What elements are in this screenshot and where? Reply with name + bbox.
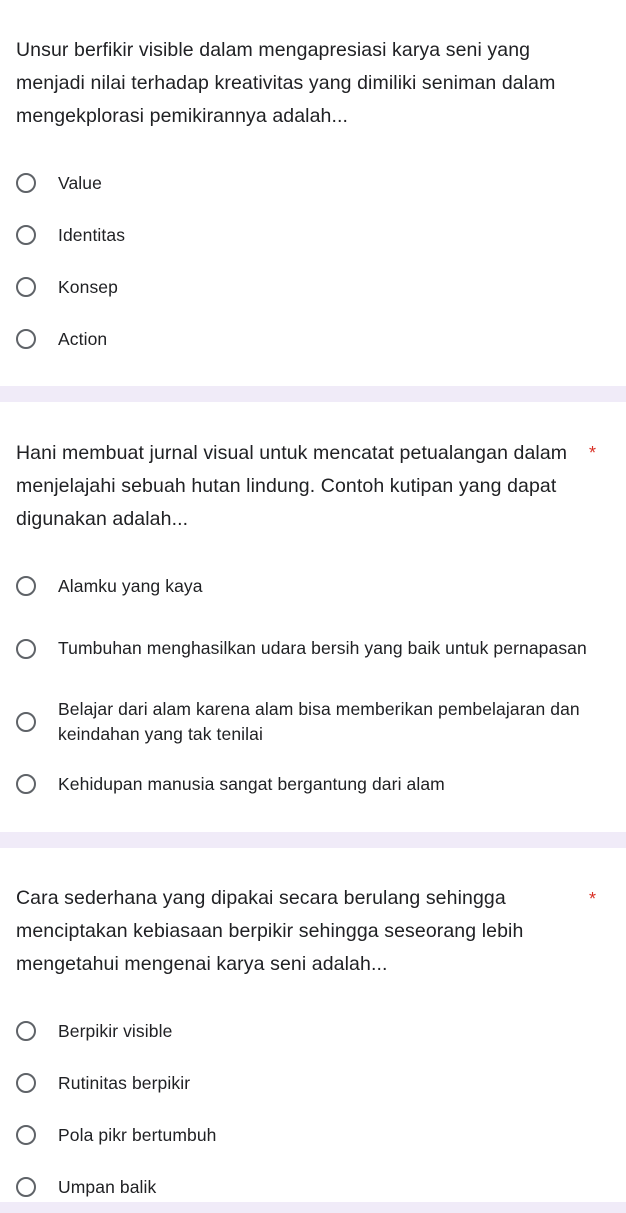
radio-button-icon[interactable] <box>16 277 36 297</box>
radio-group <box>16 560 610 810</box>
radio-option[interactable] <box>16 209 610 261</box>
radio-button-icon[interactable] <box>16 639 36 659</box>
radio-option[interactable] <box>16 261 610 313</box>
radio-button-icon[interactable] <box>16 1073 36 1093</box>
radio-button-icon[interactable] <box>16 576 36 596</box>
radio-option[interactable] <box>16 1109 610 1161</box>
radio-button-icon[interactable] <box>16 1021 36 1041</box>
question-card-1 <box>0 0 626 386</box>
radio-button-icon[interactable] <box>16 329 36 349</box>
option-label: Konsep <box>58 276 118 297</box>
radio-button-icon[interactable] <box>16 173 36 193</box>
option-label: Identitas <box>58 224 126 245</box>
required-asterisk: * <box>588 443 596 463</box>
option-label: Rutinitas berpikir <box>58 1072 191 1093</box>
radio-option[interactable] <box>16 758 610 810</box>
radio-option[interactable] <box>16 313 610 365</box>
option-label: Pola pikr bertumbuh <box>58 1124 217 1145</box>
radio-button-icon[interactable] <box>16 1177 36 1197</box>
question-card-2 <box>0 402 626 832</box>
radio-group <box>16 157 610 365</box>
option-label: Berpikir visible <box>58 1020 173 1041</box>
radio-option[interactable] <box>16 1005 610 1057</box>
radio-option[interactable] <box>16 1057 610 1109</box>
option-label: Tumbuhan menghasilkan udara bersih yang baik untuk pernapasan <box>58 638 587 658</box>
radio-group <box>16 1005 610 1213</box>
radio-option[interactable] <box>16 612 610 685</box>
radio-option[interactable] <box>16 1161 610 1213</box>
option-label: Value <box>58 172 102 193</box>
option-label: Alamku yang kaya <box>58 575 203 596</box>
option-label: Belajar dari alam karena alam bisa memberikan pembelajaran dan keindahan yang tak tenilai <box>58 698 580 744</box>
radio-button-icon[interactable] <box>16 712 36 732</box>
radio-button-icon[interactable] <box>16 774 36 794</box>
question-title: Cara sederhana yang dipakai secara berulang sehingga menciptakan kebiasaan berpikir sehingga seseorang lebih mengetahui mengenai karya seni adalah... <box>16 887 524 975</box>
radio-button-icon[interactable] <box>16 1125 36 1145</box>
radio-button-icon[interactable] <box>16 225 36 245</box>
option-label: Umpan balik <box>58 1176 157 1197</box>
option-label: Kehidupan manusia sangat bergantung dari alam <box>58 773 445 794</box>
question-title: Unsur berfikir visible dalam mengapresiasi karya seni yang menjadi nilai terhadap kreativitas yang dimiliki seniman dalam mengekplorasi pemikirannya adalah... <box>16 39 556 127</box>
option-label: Action <box>58 328 108 349</box>
question-title: Hani membuat jurnal visual untuk mencatat petualangan dalam menjelajahi sebuah hutan lindung. Contoh kutipan yang dapat digunakan adalah... <box>16 442 568 530</box>
radio-option[interactable] <box>16 157 610 209</box>
radio-option[interactable] <box>16 685 610 758</box>
radio-option[interactable] <box>16 560 610 612</box>
question-card-3 <box>0 848 626 1202</box>
required-asterisk: * <box>588 889 596 909</box>
